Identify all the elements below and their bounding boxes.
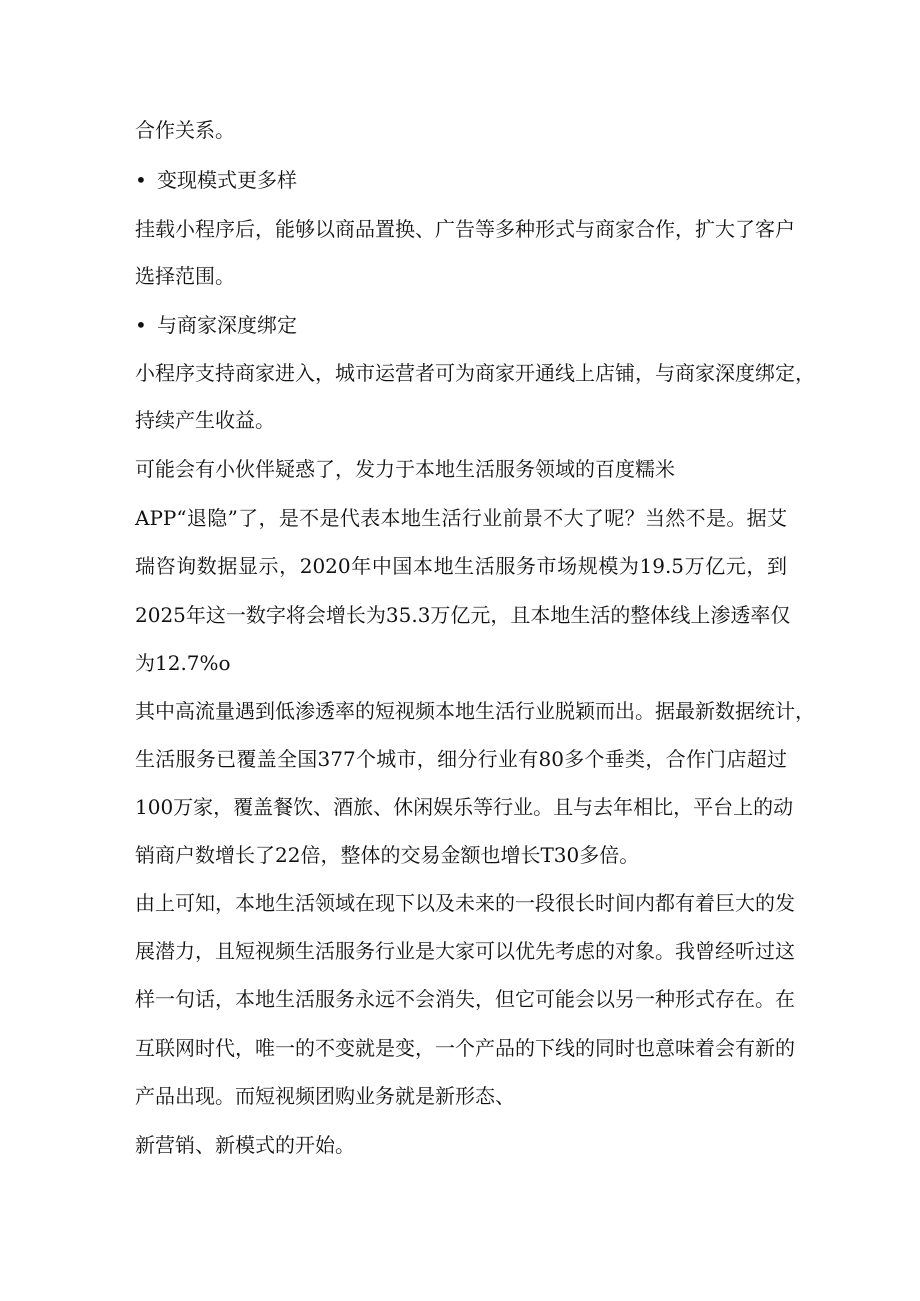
paragraph-line: 新营销、新模式的开始。 [135, 1133, 355, 1157]
paragraph-line: 可能会有小伙伴疑惑了，发力于本地生活服务领域的百度糯米 [135, 457, 675, 481]
paragraph-line: 持续产生收益。 [135, 408, 275, 432]
paragraph-line: 其中高流量遇到低渗透率的短视频本地生活行业脱颖而出。据最新数据统计， [135, 699, 815, 723]
paragraph-line: 由上可知，本地生活领域在现下以及未来的一段很长时间内都有着巨大的发 [135, 891, 795, 915]
paragraph-line: 生活服务已覆盖全国377个城市，细分行业有80多个垂类，合作门店超过 [135, 747, 787, 771]
paragraph-line: 瑞咨询数据显示，2020年中国本地生活服务市场规模为19.5万亿元，到 [135, 554, 787, 578]
bullet-icon: • [135, 313, 147, 337]
bullet-heading: 与商家深度绑定 [157, 313, 297, 337]
bullet-icon: • [135, 168, 147, 192]
paragraph-line: APP“退隐”了，是不是代表本地生活行业前景不大了呢？当然不是。据艾 [135, 506, 787, 530]
paragraph-line: 产品出现。而短视频团购业务就是新形态、 [135, 1084, 515, 1108]
paragraph-line: 选择范围。 [135, 264, 235, 288]
paragraph-line: 样一句话，本地生活服务永远不会消失，但它可能会以另一种形式存在。在 [135, 987, 795, 1011]
paragraph-line: 互联网时代，唯一的不变就是变，一个产品的下线的同时也意味着会有新的 [135, 1036, 795, 1060]
paragraph-line: 为12.7%o [135, 651, 231, 675]
bullet-heading: 变现模式更多样 [157, 168, 297, 192]
paragraph-line: 2025年这一数字将会增长为35.3万亿元，且本地生活的整体线上渗透率仅 [135, 603, 791, 627]
bullet-item [135, 313, 297, 337]
paragraph-line: 挂载小程序后，能够以商品置换、广告等多种形式与商家合作，扩大了客户 [135, 217, 795, 241]
paragraph-line: 销商户数增长了22倍，整体的交易金额也增长T30多倍。 [135, 843, 640, 867]
paragraph-line: 小程序支持商家进入，城市运营者可为商家开通线上店铺，与商家深度绑定， [135, 361, 815, 385]
paragraph-line: 100万家，覆盖餐饮、酒旅、休闲娱乐等行业。且与去年相比，平台上的动 [135, 795, 794, 819]
paragraph-line: 合作关系。 [135, 118, 235, 142]
bullet-item [135, 168, 297, 192]
paragraph-line: 展潜力，且短视频生活服务行业是大家可以优先考虑的对象。我曾经听过这 [135, 939, 795, 963]
